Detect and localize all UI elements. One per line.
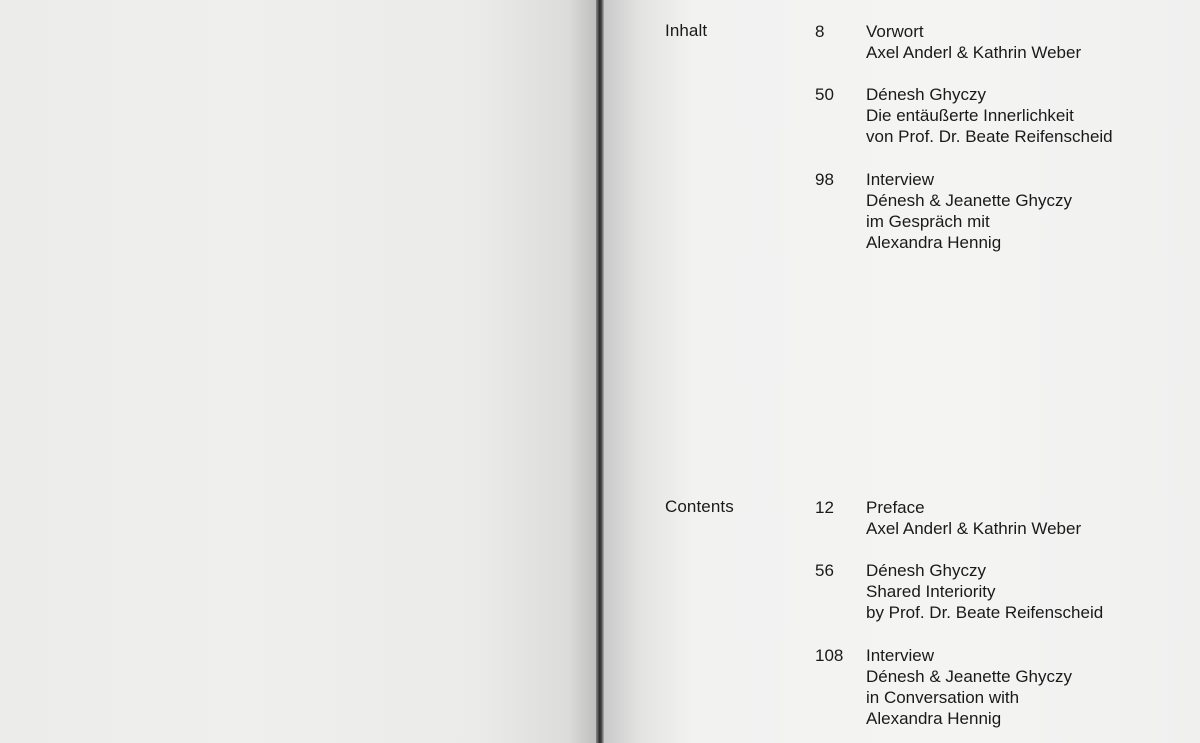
- toc-page-number: 12: [815, 498, 834, 517]
- toc-page-number: 50: [815, 85, 834, 104]
- toc-heading-contents: Contents: [665, 497, 734, 516]
- toc-line: Dénesh Ghyczy: [866, 561, 986, 580]
- toc-entry-text: [866, 84, 1196, 147]
- toc-page-number: 98: [815, 170, 834, 189]
- toc-line: Dénesh & Jeanette Ghyczy: [866, 191, 1073, 210]
- toc-line: im Gespräch mit: [866, 212, 990, 231]
- toc-entry-text: [866, 560, 1196, 623]
- toc-page-number: 108: [815, 646, 844, 665]
- toc-entry-text: [866, 497, 1196, 539]
- toc-line: Shared Interiority: [866, 582, 996, 601]
- toc-line: by Prof. Dr. Beate Reifenscheid: [866, 603, 1104, 622]
- toc-line: von Prof. Dr. Beate Reifenscheid: [866, 127, 1113, 146]
- toc-line: Die entäußerte Innerlichkeit: [866, 106, 1074, 125]
- toc-line: in Conversation with: [866, 688, 1020, 707]
- left-page-blank: [0, 0, 598, 743]
- toc-line: Preface: [866, 498, 925, 517]
- toc-line: Dénesh & Jeanette Ghyczy: [866, 667, 1073, 686]
- toc-heading-inhalt: Inhalt: [665, 21, 708, 40]
- toc-line: Axel Anderl & Kathrin Weber: [866, 43, 1082, 62]
- toc-entry-text: [866, 645, 1196, 729]
- toc-entry-text: [866, 169, 1196, 253]
- toc-line: Alexandra Hennig: [866, 709, 1002, 728]
- book-gutter: [596, 0, 604, 743]
- toc-entry-text: [866, 21, 1196, 63]
- toc-line: Axel Anderl & Kathrin Weber: [866, 519, 1082, 538]
- toc-line: Vorwort: [866, 22, 924, 41]
- toc-line: Alexandra Hennig: [866, 233, 1002, 252]
- toc-page-number: 56: [815, 561, 834, 580]
- toc-line: Dénesh Ghyczy: [866, 85, 986, 104]
- toc-line: Interview: [866, 170, 935, 189]
- toc-line: Interview: [866, 646, 935, 665]
- toc-page-number: 8: [815, 22, 825, 41]
